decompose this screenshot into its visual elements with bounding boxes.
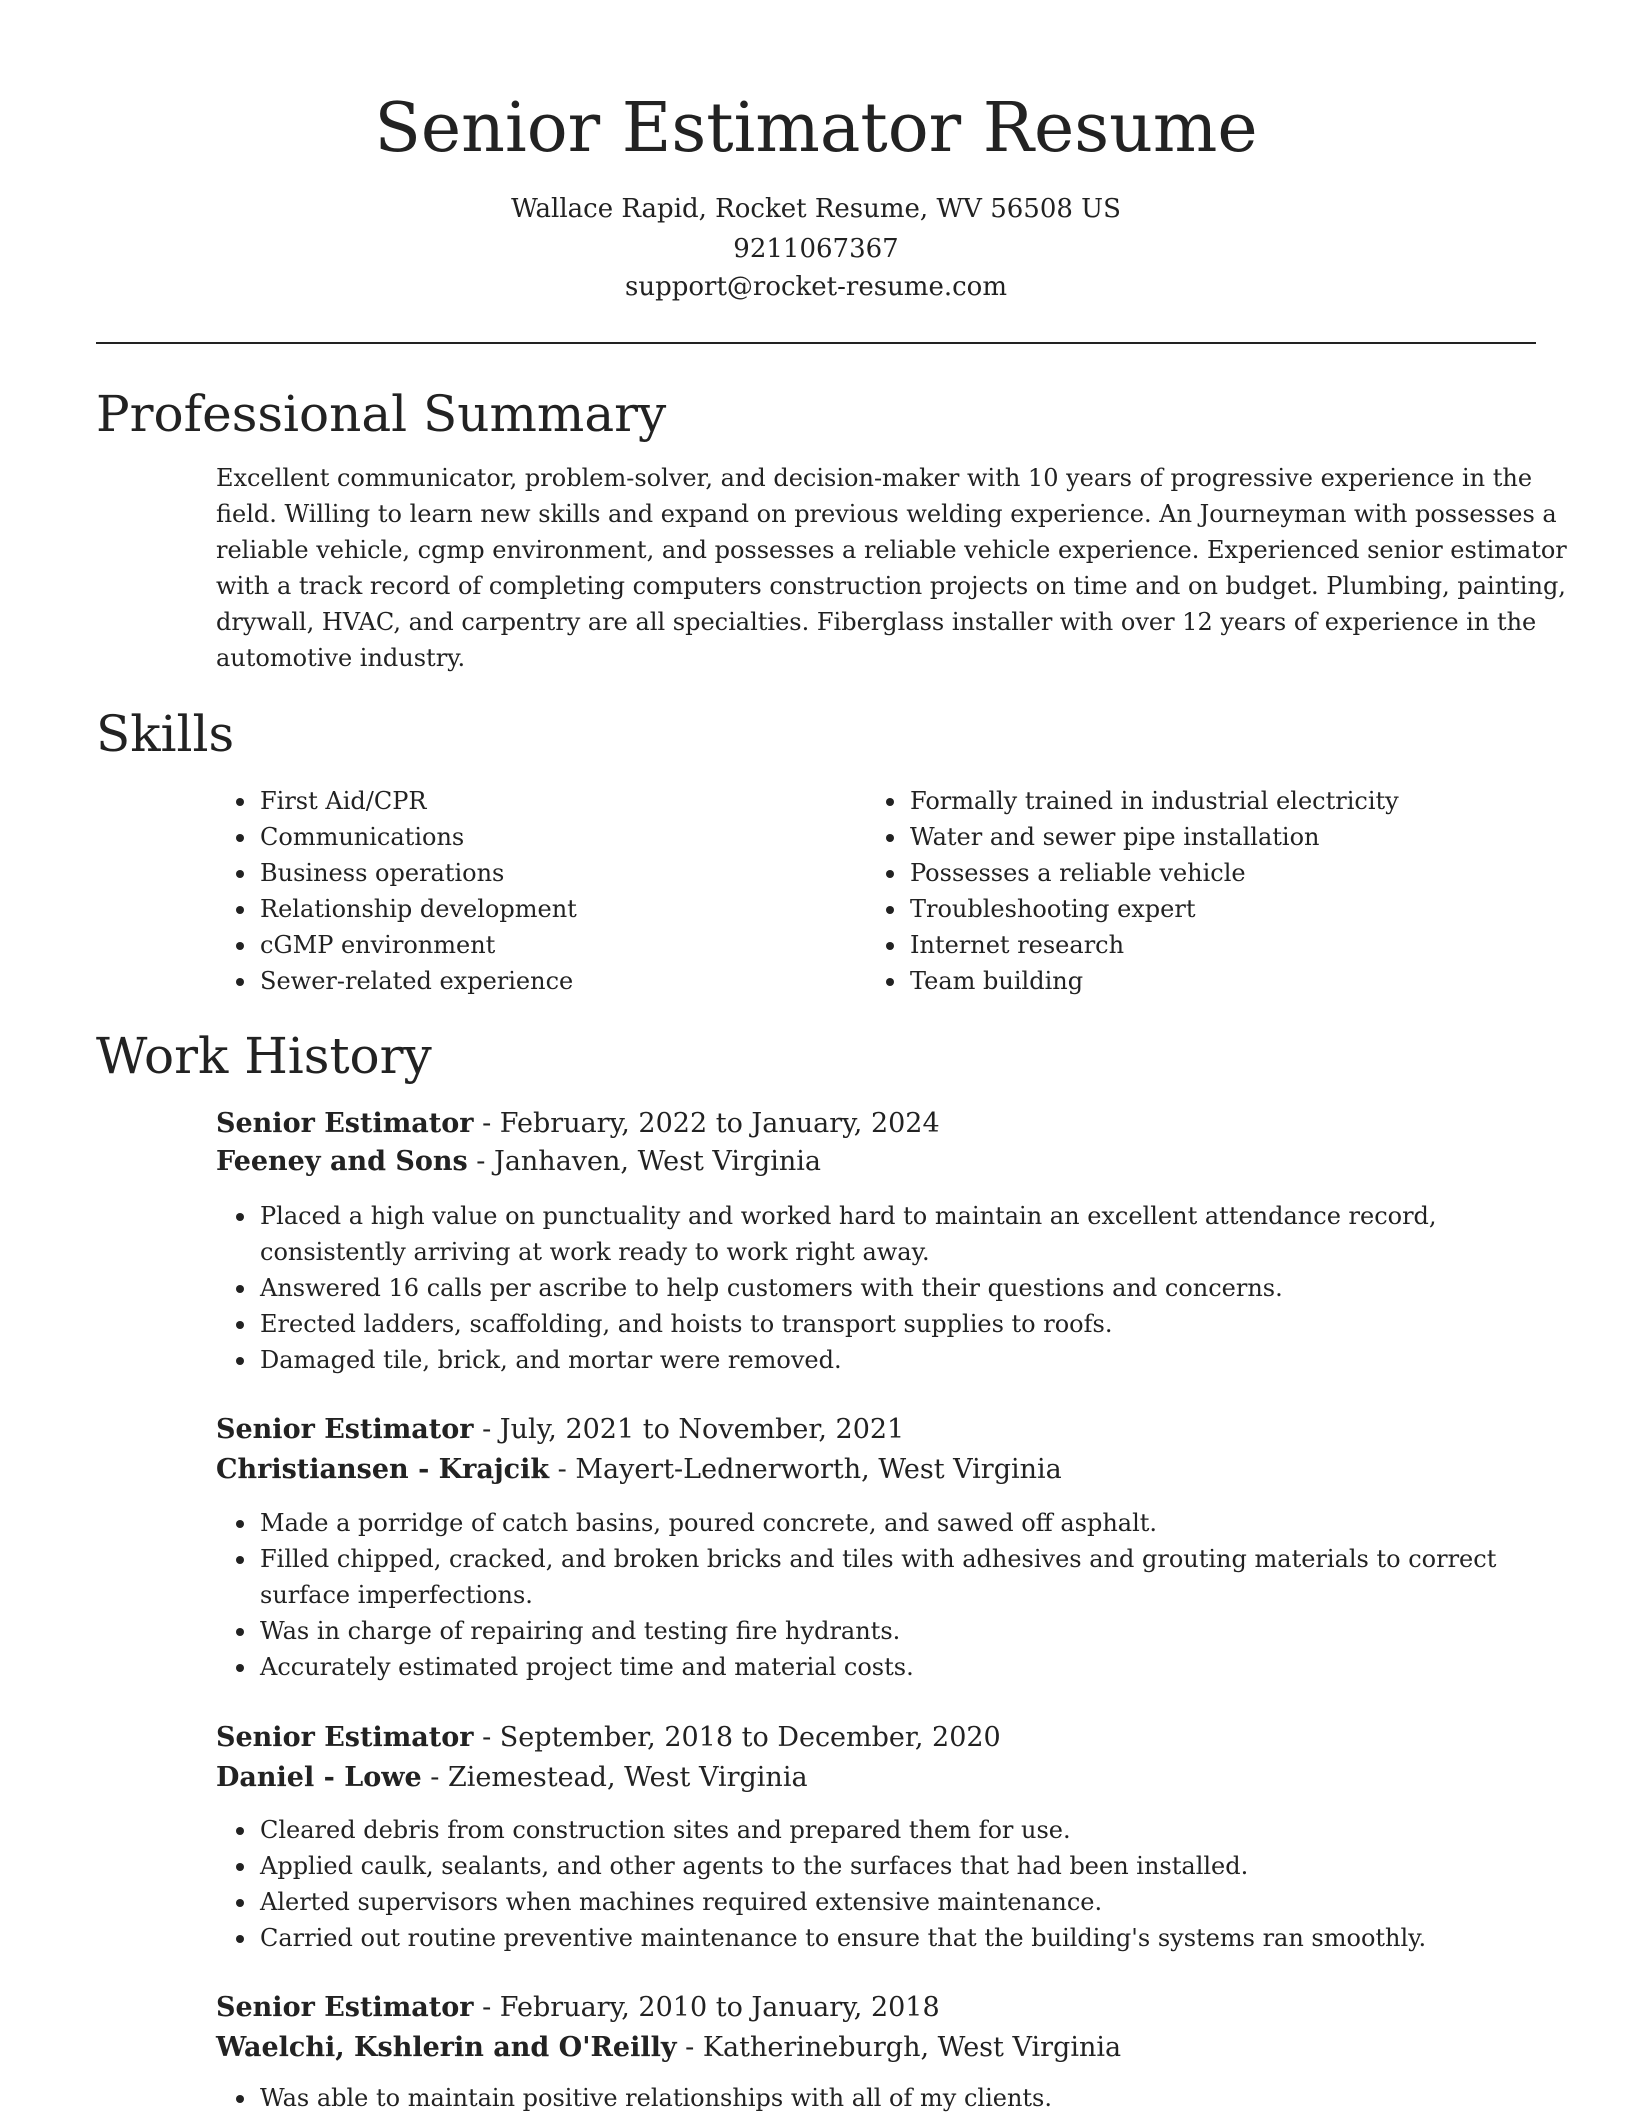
job-duties [216,1198,1536,1378]
skill-item: Water and sewer pipe installation [866,819,1526,855]
job-dates: - July, 2021 to November, 2021 [473,1414,905,1445]
summary-line: automotive industry. [216,644,466,672]
duty-item: Answered 16 calls per ascribe to help customers with their questions and concerns. [216,1270,1536,1306]
header-divider [96,342,1536,344]
duty-item: Erected ladders, scaffolding, and hoists to transport supplies to roofs. [216,1306,1536,1342]
duty-item: Accurately estimated project time and material costs. [216,1649,1536,1685]
skill-item: Troubleshooting expert [866,891,1526,927]
duty-item [216,1198,1536,1270]
job-company: Waelchi, Kshlerin and O'Reilly [216,2032,677,2063]
summary-line: reliable vehicle, cgmp environment, and possesses a reliable vehicle experience. Experienced senior estimator [216,536,1567,564]
duty-item: Applied caulk, sealants, and other agents to the surfaces that had been installed. [216,1848,1536,1884]
contact-phone: 9211067367 [733,234,899,264]
job-duties [216,2080,1536,2116]
duty-item: Cleared debris from construction sites and prepared them for use. [216,1812,1536,1848]
skill-item: Team building [866,963,1526,999]
job-location: - Katherineburgh, West Virginia [676,2032,1122,2063]
job-location: - Janhaven, West Virginia [467,1146,821,1177]
duty-item [216,1541,1536,1613]
job-duties [216,1505,1536,1685]
work-history-heading: Work History [96,1027,432,1085]
job-header [216,1104,940,1144]
job-company: Christiansen - Krajcik [216,1454,550,1485]
summary-line: with a track record of completing computers construction projects on time and on budget. Plumbing, painting, [216,572,1566,600]
contact-email: support@rocket-resume.com [624,272,1007,302]
skills-heading: Skills [96,705,235,763]
job-title: Senior Estimator [216,1992,474,2023]
summary-line: Excellent communicator, problem-solver, and decision-maker with 10 years of progressive experience in the [216,464,1533,492]
skill-item: Formally trained in industrial electricity [866,783,1526,819]
duty-item: Was able to maintain positive relationships with all of my clients. [216,2080,1536,2116]
job-dates: - February, 2022 to January, 2024 [473,1108,940,1139]
skill-item: Possesses a reliable vehicle [866,855,1526,891]
skill-item: Business operations [216,855,816,891]
job-dates: - September, 2018 to December, 2020 [473,1722,1001,1753]
job-title: Senior Estimator [216,1108,474,1139]
job-header [216,1410,904,1450]
skill-item: Communications [216,819,816,855]
skill-item: Sewer-related experience [216,963,816,999]
duty-line: Placed a high value on punctuality and worked hard to maintain an excellent attendance record, [260,1202,1437,1230]
job-dates: - February, 2010 to January, 2018 [473,1992,940,2023]
summary-line: drywall, HVAC, and carpentry are all specialties. Fiberglass installer with over 12 years of experience in the [216,608,1537,636]
duty-item: Alerted supervisors when machines required extensive maintenance. [216,1884,1536,1920]
job-employer [216,1450,1062,1490]
job-header [216,1988,940,2028]
summary-heading: Professional Summary [96,385,667,443]
job-employer [216,1758,808,1798]
job-location: - Mayert-Lednerworth, West Virginia [549,1454,1062,1485]
duty-item: Carried out routine preventive maintenance to ensure that the building's systems ran smoothly. [216,1920,1536,1956]
skill-item: First Aid/CPR [216,783,816,819]
resume-title: Senior Estimator Resume [374,89,1258,168]
skill-item: cGMP environment [216,927,816,963]
job-employer [216,1142,821,1182]
duty-item: Damaged tile, brick, and mortar were removed. [216,1342,1536,1378]
summary-line: field. Willing to learn new skills and expand on previous welding experience. An Journeyman with possesses a [216,500,1557,528]
duty-line: consistently arriving at work ready to work right away. [260,1238,930,1266]
job-title: Senior Estimator [216,1722,474,1753]
job-employer [216,2028,1121,2068]
skill-item: Relationship development [216,891,816,927]
skills-list-right [866,783,1526,999]
contact-address: Wallace Rapid, Rocket Resume, WV 56508 US [511,194,1121,224]
summary-text [216,460,1567,676]
duty-line: Filled chipped, cracked, and broken bricks and tiles with adhesives and grouting materials to correct [260,1545,1497,1573]
duty-item: Made a porridge of catch basins, poured concrete, and sawed off asphalt. [216,1505,1536,1541]
duty-line: surface imperfections. [260,1581,533,1609]
job-company: Feeney and Sons [216,1146,468,1177]
skill-item: Internet research [866,927,1526,963]
job-title: Senior Estimator [216,1414,474,1445]
skills-list-left [216,783,816,999]
job-duties [216,1812,1536,1956]
job-company: Daniel - Lowe [216,1762,422,1793]
job-location: - Ziemestead, West Virginia [421,1762,808,1793]
job-header [216,1718,1001,1758]
duty-item: Was in charge of repairing and testing fire hydrants. [216,1613,1536,1649]
